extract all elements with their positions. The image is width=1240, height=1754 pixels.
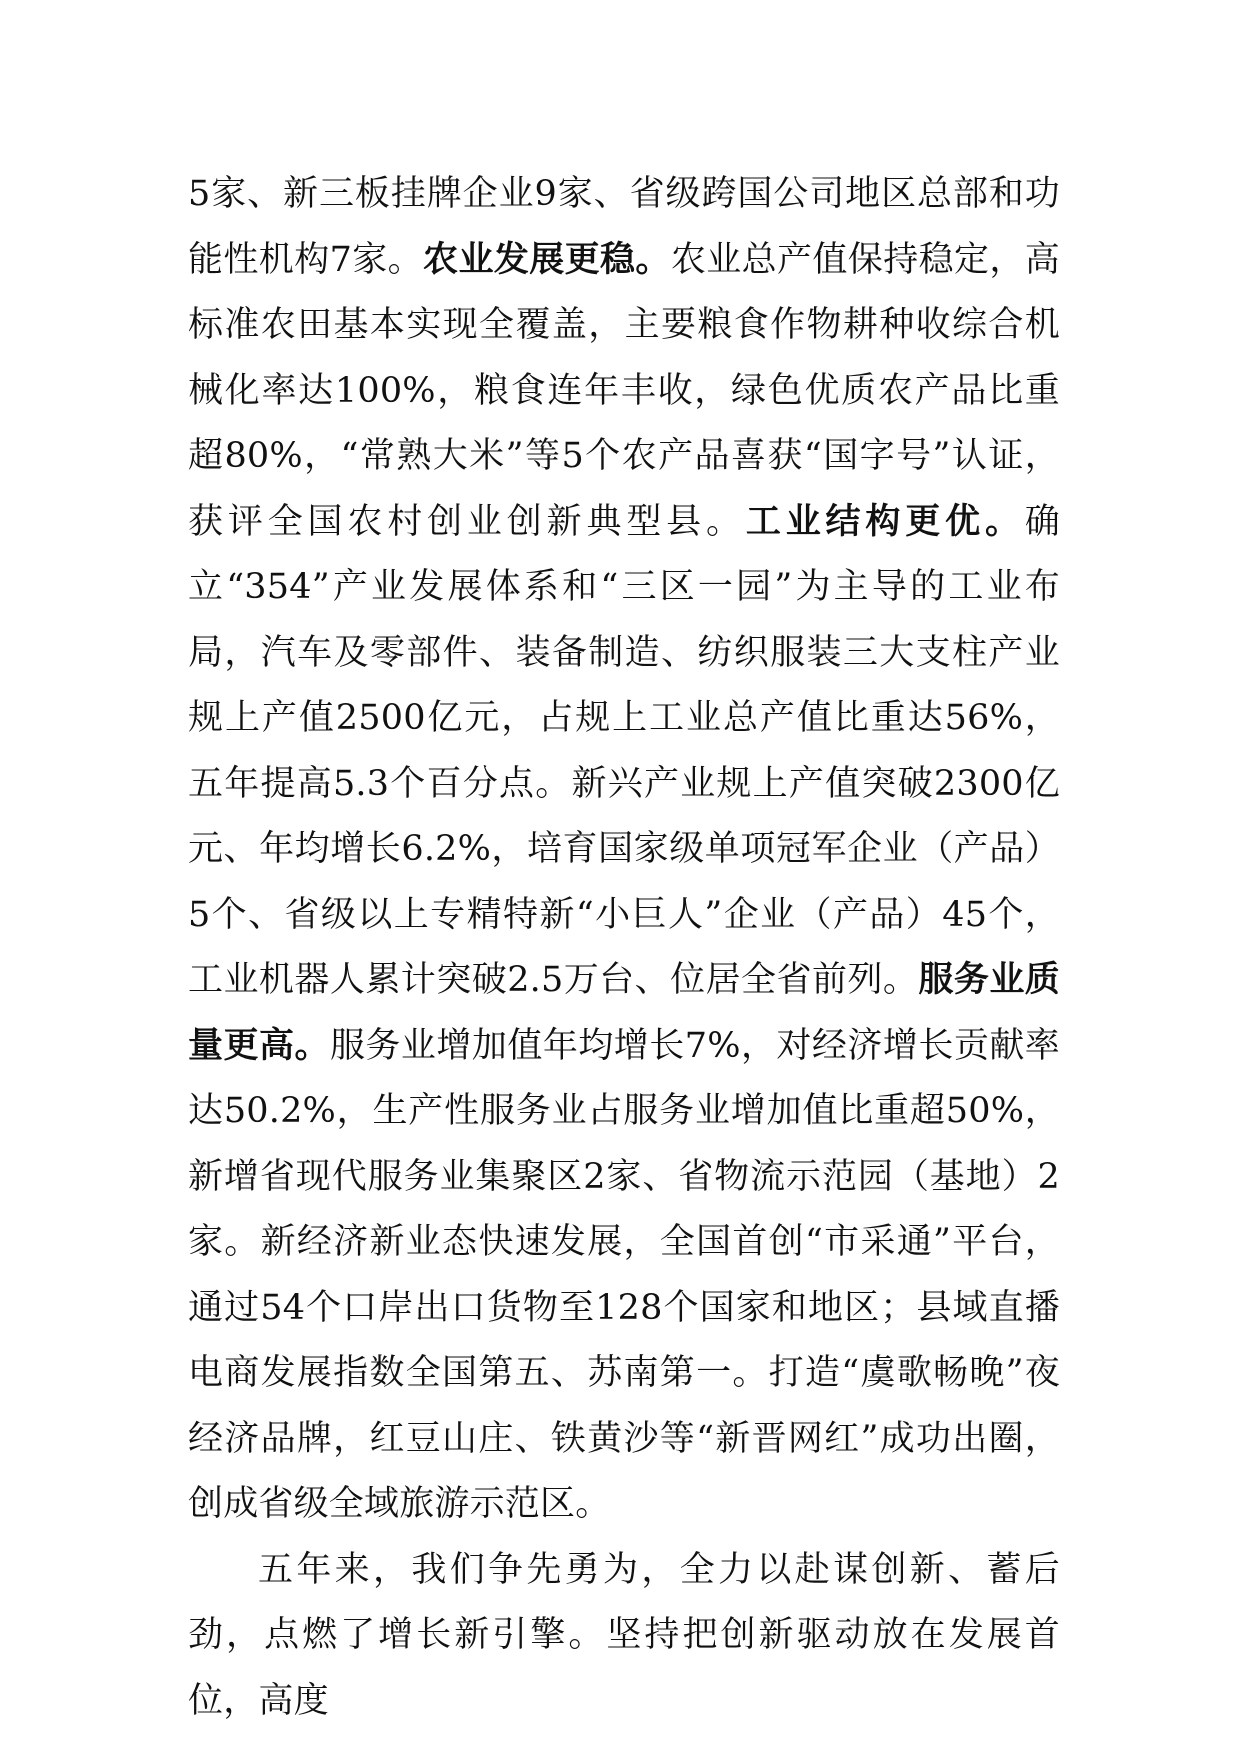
document-page [188,162,1060,1734]
heading-services: 服务业质量更高。 [188,960,1060,1066]
heading-industry: 工业结构更优。 [745,501,1025,542]
heading-agriculture: 农业发展更稳。 [423,239,671,280]
paragraph-1-text-2: 农业总产值保持稳定，高标准农田基本实现全覆盖，主要粮食作物耕种收综合机械化率达100%，粮食连年丰收，绿色优质农产品比重超80%，“常熟大米”等5个农产品喜获“国字号”认证，获评全国农村创业创新典型县。 [188,239,1060,542]
paragraph-1 [188,162,1060,1538]
paragraph-1-text-4: 服务业增加值年均增长7%，对经济增长贡献率达50.2%，生产性服务业占服务业增加值比重超50%，新增省现代服务业集聚区2家、省物流示范园（基地）2家。新经济新业态快速发展，全国首创“市采通”平台，通过54个口岸出口货物至128个国家和地区；县域直播电商发展指数全国第五、苏南第一。打造“虞歌畅晚”夜经济品牌，红豆山庄、铁黄沙等“新晋网红”成功出圈，创成省级全域旅游示范区。 [188,1025,1060,1524]
paragraph-1-text-3: 确立“354”产业发展体系和“三区一园”为主导的工业布局，汽车及零部件、装备制造、纺织服装三大支柱产业规上产值2500亿元，占规上工业总产值比重达56%，五年提高5.3个百分点。新兴产业规上产值突破2300亿元、年均增长6.2%，培育国家级单项冠军企业（产品）5个、省级以上专精特新“小巨人”企业（产品）45个，工业机器人累计突破2.5万台、位居全省前列。 [188,501,1060,1000]
paragraph-1-text-1: 5家、新三板挂牌企业9家、省级跨国公司地区总部和功能性机构7家。 [188,174,1060,280]
paragraph-2: 五年来，我们争先勇为，全力以赴谋创新、蓄后劲，点燃了增长新引擎。坚持把创新驱动放在发展首位，高度 [188,1549,1060,1721]
